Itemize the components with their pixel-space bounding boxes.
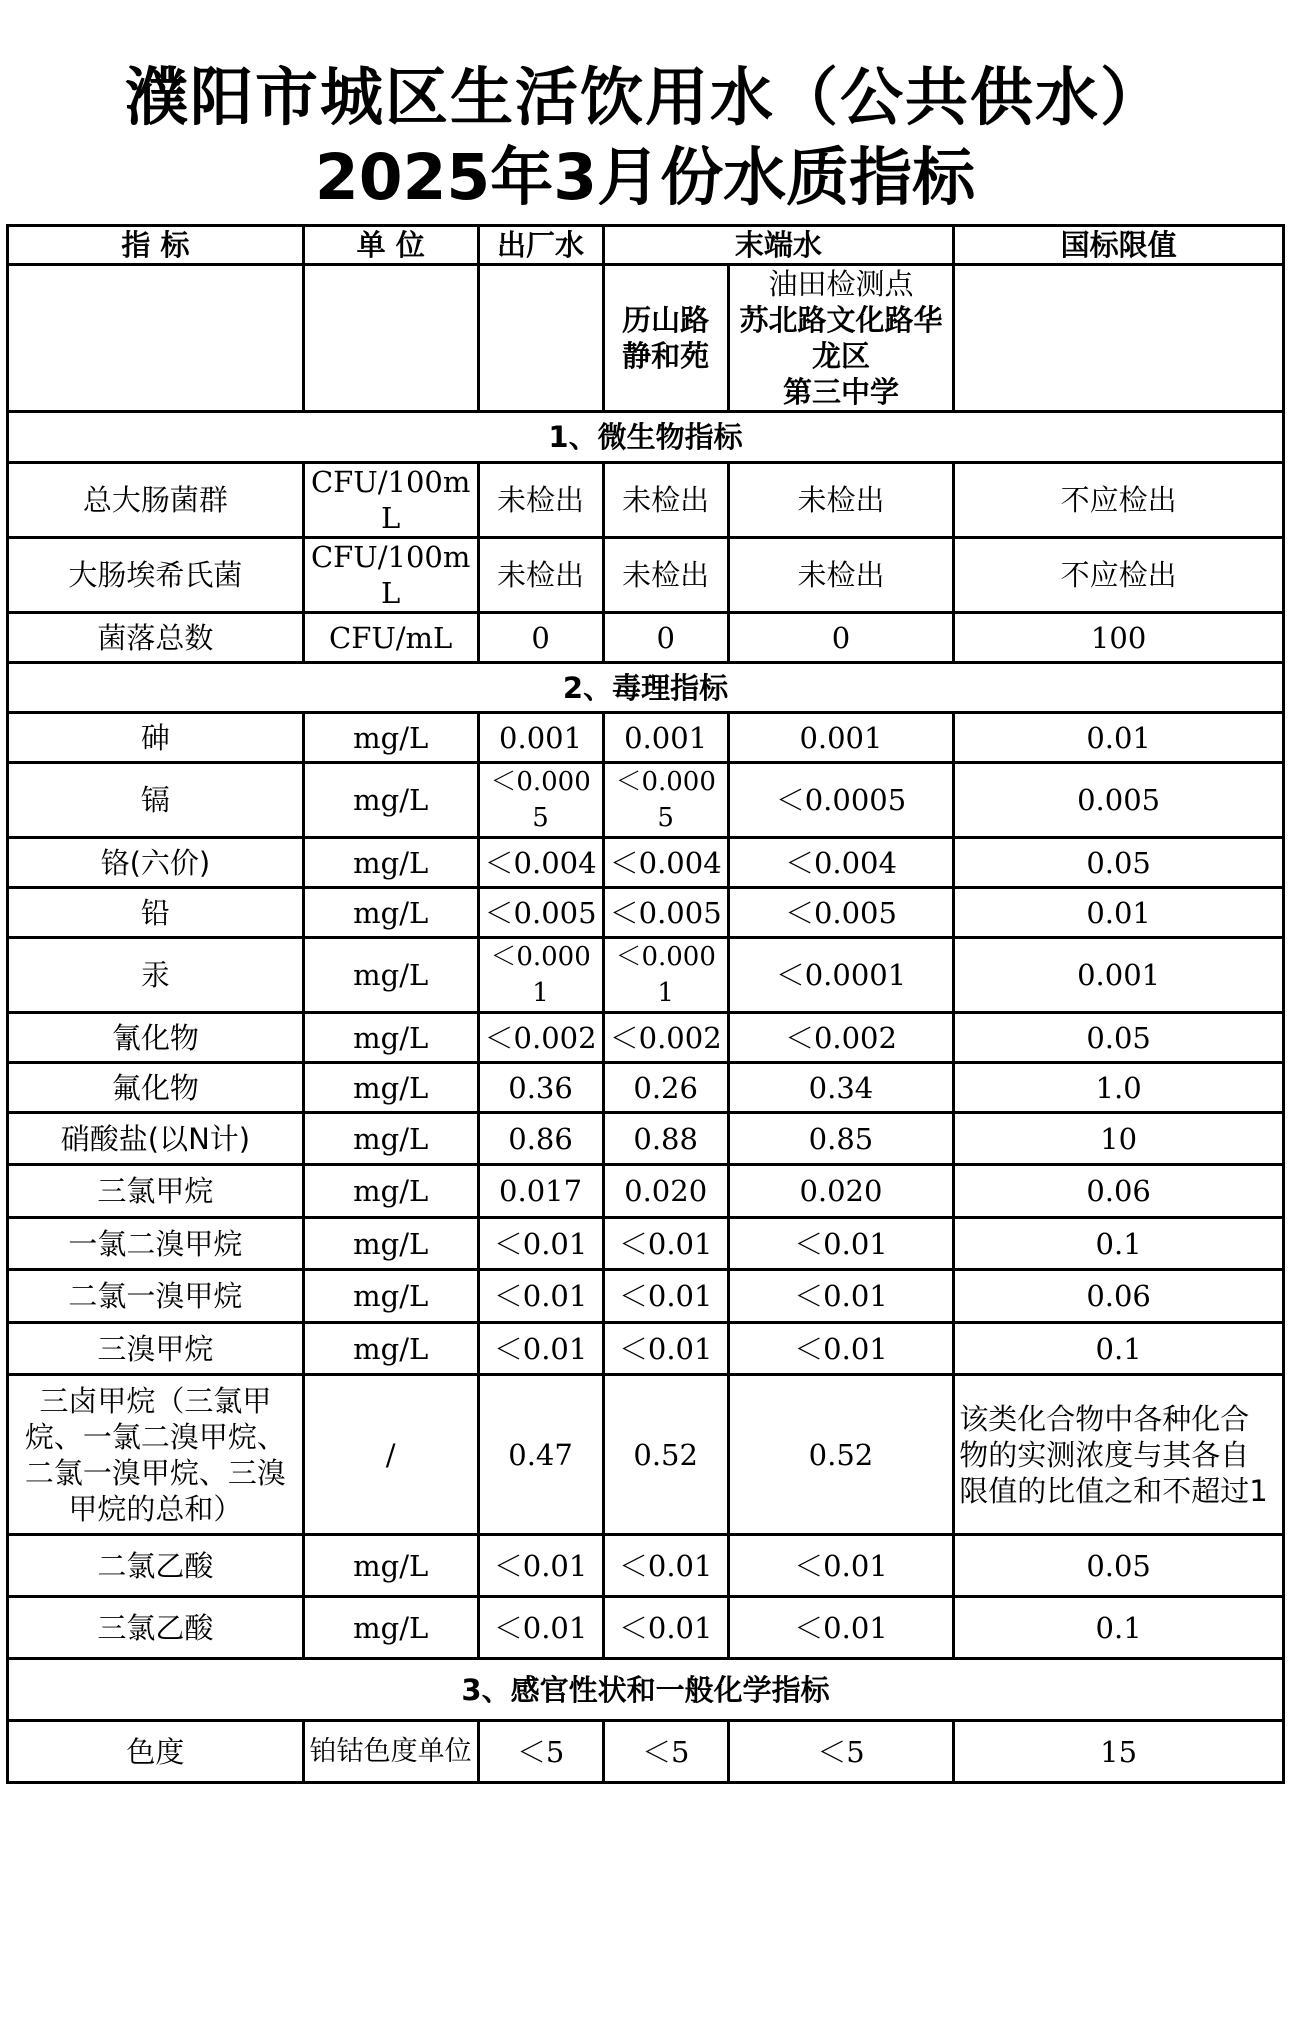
row-factory: ＜0.01: [478, 1270, 603, 1323]
row-factory: ＜0.01: [478, 1597, 603, 1659]
row-terminal-2: ＜0.01: [728, 1270, 953, 1323]
page-subtitle: 2025年3月份水质指标: [314, 141, 976, 214]
table-row: [8, 463, 1284, 538]
row-indicator: 铬(六价): [8, 838, 304, 888]
section-title: 2、毒理指标: [8, 663, 1284, 713]
row-terminal-1: ＜0.01: [603, 1218, 728, 1270]
row-terminal-2: 未检出: [728, 538, 953, 613]
row-unit: mg/L: [303, 1323, 478, 1375]
row-factory: ＜0.005: [478, 888, 603, 938]
row-terminal-1: 0.26: [603, 1063, 728, 1113]
row-unit: mg/L: [303, 713, 478, 763]
row-factory: ＜0.01: [478, 1323, 603, 1375]
row-unit: mg/L: [303, 1165, 478, 1218]
row-unit: 铂钴色度单位: [303, 1721, 478, 1783]
row-unit: mg/L: [303, 888, 478, 938]
row-terminal-1: 0.001: [603, 713, 728, 763]
row-limit: 0.05: [954, 1535, 1284, 1597]
row-factory: 0.017: [478, 1165, 603, 1218]
row-terminal-1: 0.52: [603, 1375, 728, 1535]
row-factory: ＜5: [478, 1721, 603, 1783]
header-unit: 单 位: [303, 226, 478, 265]
row-unit: mg/L: [303, 763, 478, 838]
row-terminal-2: ＜0.01: [728, 1218, 953, 1270]
row-indicator: 色度: [8, 1721, 304, 1783]
page-title: 濮阳市城区生活饮用水（公共供水）: [125, 61, 1165, 134]
row-factory: 0.001: [478, 713, 603, 763]
row-terminal-1: ＜0.01: [603, 1323, 728, 1375]
row-indicator: 镉: [8, 763, 304, 838]
table-row: [8, 1721, 1284, 1783]
row-terminal-1: ＜0.01: [603, 1597, 728, 1659]
row-terminal-2: ＜0.005: [728, 888, 953, 938]
row-factory: ＜0.0005: [478, 763, 603, 838]
table-row: [8, 888, 1284, 938]
row-limit: 15: [954, 1721, 1284, 1783]
row-unit: CFU/100mL: [303, 538, 478, 613]
header-terminal: 末端水: [603, 226, 954, 265]
table-row: [8, 613, 1284, 663]
header-factory: 出厂水: [478, 226, 603, 265]
row-factory: ＜0.002: [478, 1013, 603, 1063]
row-factory: 未检出: [478, 538, 603, 613]
section-row: [8, 412, 1284, 463]
row-terminal-2: ＜0.002: [728, 1013, 953, 1063]
row-terminal-1: 0.020: [603, 1165, 728, 1218]
row-terminal-2: 未检出: [728, 463, 953, 538]
row-terminal-1: 未检出: [603, 463, 728, 538]
row-unit: mg/L: [303, 1013, 478, 1063]
table-row: [8, 538, 1284, 613]
row-limit: 0.05: [954, 1013, 1284, 1063]
row-terminal-1: ＜0.01: [603, 1535, 728, 1597]
table-row: [8, 838, 1284, 888]
row-unit: mg/L: [303, 938, 478, 1013]
row-indicator: 大肠埃希氏菌: [8, 538, 304, 613]
row-terminal-1: ＜0.0005: [603, 763, 728, 838]
row-factory: 0.36: [478, 1063, 603, 1113]
row-factory: ＜0.01: [478, 1535, 603, 1597]
row-unit: mg/L: [303, 1113, 478, 1165]
water-quality-table: [6, 224, 1285, 1784]
row-unit: mg/L: [303, 1218, 478, 1270]
row-limit: 不应检出: [954, 463, 1284, 538]
row-indicator: 一氯二溴甲烷: [8, 1218, 304, 1270]
row-terminal-1: ＜0.01: [603, 1270, 728, 1323]
table-row: [8, 1165, 1284, 1218]
row-factory: ＜0.01: [478, 1218, 603, 1270]
table-row: [8, 1323, 1284, 1375]
row-indicator: 三氯甲烷: [8, 1165, 304, 1218]
row-unit: CFU/100mL: [303, 463, 478, 538]
row-indicator: 氟化物: [8, 1063, 304, 1113]
table-row: [8, 938, 1284, 1013]
row-terminal-1: 0: [603, 613, 728, 663]
section-title: 3、感官性状和一般化学指标: [8, 1659, 1284, 1721]
table-row: [8, 763, 1284, 838]
row-factory: 0: [478, 613, 603, 663]
row-limit: 0.1: [954, 1218, 1284, 1270]
row-indicator: 汞: [8, 938, 304, 1013]
row-indicator: 硝酸盐(以N计): [8, 1113, 304, 1165]
table-row: [8, 713, 1284, 763]
row-terminal-2: ＜0.01: [728, 1535, 953, 1597]
row-limit: 0.06: [954, 1270, 1284, 1323]
row-factory: ＜0.0001: [478, 938, 603, 1013]
table-row: [8, 1013, 1284, 1063]
table-row: [8, 1597, 1284, 1659]
row-terminal-2: ＜0.0005: [728, 763, 953, 838]
row-terminal-1: ＜0.0001: [603, 938, 728, 1013]
row-terminal-1: 未检出: [603, 538, 728, 613]
row-factory: ＜0.004: [478, 838, 603, 888]
row-terminal-1: ＜0.005: [603, 888, 728, 938]
row-terminal-1: ＜0.002: [603, 1013, 728, 1063]
row-unit: mg/L: [303, 1063, 478, 1113]
site-row: [8, 265, 1284, 412]
row-terminal-2: 0.52: [728, 1375, 953, 1535]
row-terminal-2: 0: [728, 613, 953, 663]
row-unit: mg/L: [303, 1270, 478, 1323]
row-indicator: 二氯一溴甲烷: [8, 1270, 304, 1323]
table-row: [8, 1113, 1284, 1165]
row-terminal-1: ＜5: [603, 1721, 728, 1783]
row-terminal-1: 0.88: [603, 1113, 728, 1165]
row-indicator: 三氯乙酸: [8, 1597, 304, 1659]
row-unit: mg/L: [303, 1597, 478, 1659]
row-limit: 0.01: [954, 888, 1284, 938]
row-unit: mg/L: [303, 1535, 478, 1597]
table-row: [8, 1535, 1284, 1597]
row-limit: 1.0: [954, 1063, 1284, 1113]
table-row: [8, 1375, 1284, 1535]
row-indicator: 三卤甲烷（三氯甲烷、一氯二溴甲烷、二氯一溴甲烷、三溴甲烷的总和）: [8, 1375, 304, 1535]
row-limit: 0.05: [954, 838, 1284, 888]
row-indicator: 菌落总数: [8, 613, 304, 663]
row-unit: /: [303, 1375, 478, 1535]
row-terminal-2: ＜0.0001: [728, 938, 953, 1013]
row-indicator: 二氯乙酸: [8, 1535, 304, 1597]
section-row: [8, 663, 1284, 713]
site-1: 历山路 静和苑: [603, 265, 728, 412]
row-factory: 未检出: [478, 463, 603, 538]
row-limit: 不应检出: [954, 538, 1284, 613]
row-factory: 0.86: [478, 1113, 603, 1165]
row-terminal-2: ＜0.004: [728, 838, 953, 888]
section-title: 1、微生物指标: [8, 412, 1284, 463]
table-row: [8, 1270, 1284, 1323]
row-limit: 0.01: [954, 713, 1284, 763]
row-limit: 0.1: [954, 1597, 1284, 1659]
section-row: [8, 1659, 1284, 1721]
site-2: 油田检测点 苏北路文化路华 龙区 第三中学: [728, 265, 953, 412]
row-terminal-2: 0.020: [728, 1165, 953, 1218]
row-indicator: 总大肠菌群: [8, 463, 304, 538]
row-limit: 该类化合物中各种化合物的实测浓度与其各自限值的比值之和不超过1: [954, 1375, 1284, 1535]
header-indicator: 指 标: [8, 226, 304, 265]
row-limit: 0.001: [954, 938, 1284, 1013]
row-factory: 0.47: [478, 1375, 603, 1535]
row-unit: mg/L: [303, 838, 478, 888]
row-limit: 10: [954, 1113, 1284, 1165]
table-row: [8, 1063, 1284, 1113]
row-terminal-2: 0.34: [728, 1063, 953, 1113]
row-unit: CFU/mL: [303, 613, 478, 663]
row-limit: 100: [954, 613, 1284, 663]
row-limit: 0.1: [954, 1323, 1284, 1375]
row-terminal-2: ＜0.01: [728, 1597, 953, 1659]
row-limit: 0.005: [954, 763, 1284, 838]
row-indicator: 三溴甲烷: [8, 1323, 304, 1375]
header-standard: 国标限值: [954, 226, 1284, 265]
row-indicator: 砷: [8, 713, 304, 763]
row-indicator: 铅: [8, 888, 304, 938]
row-terminal-2: 0.85: [728, 1113, 953, 1165]
row-limit: 0.06: [954, 1165, 1284, 1218]
title-block: [0, 0, 1290, 224]
row-indicator: 氰化物: [8, 1013, 304, 1063]
table-row: [8, 1218, 1284, 1270]
row-terminal-2: ＜5: [728, 1721, 953, 1783]
row-terminal-2: ＜0.01: [728, 1323, 953, 1375]
header-row: [8, 226, 1284, 265]
row-terminal-1: ＜0.004: [603, 838, 728, 888]
row-terminal-2: 0.001: [728, 713, 953, 763]
